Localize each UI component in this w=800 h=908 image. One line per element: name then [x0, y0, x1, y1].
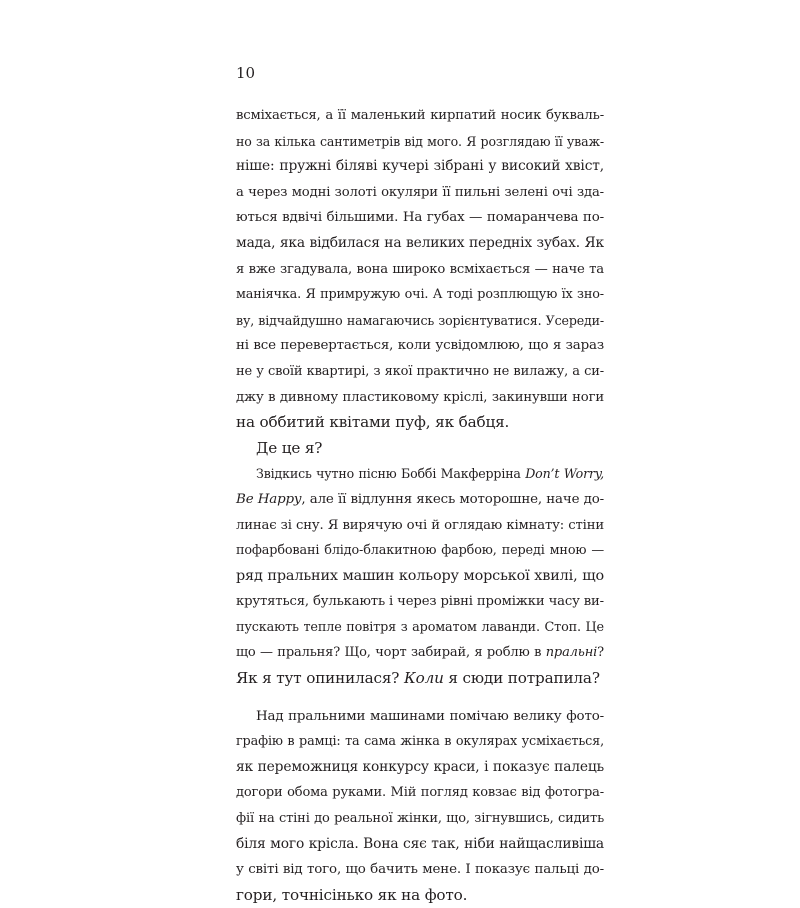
text-line: линає зі сну. Я вирячую очі й оглядаю кімнату: стіни — [236, 517, 604, 533]
text-line: ються вдвічі більшими. На губах — помаранчева по- — [236, 210, 604, 226]
text-line: догори обома руками. Мій погляд ковзає від фотогра- — [236, 785, 604, 801]
text-line: біля мого крісла. Вона сяє так, ніби найщасливіша — [236, 835, 604, 852]
body-text — [236, 103, 604, 908]
text-line: графію в рамці: та сама жінка в окулярах усміхається, — [236, 734, 604, 750]
text-line: фії на стіні до реальної жінки, що, зігнувшись, сидить — [236, 811, 604, 827]
italic-word: пральні — [545, 645, 598, 661]
text-line: гори, точнісінько як на фото. — [236, 885, 468, 904]
text-line: а через модні золоті окуляри її пильні зелені очі зда- — [236, 184, 604, 200]
text-line: но за кілька сантиметрів від мого. Я розглядаю її уваж- — [236, 133, 604, 149]
paragraph-gap — [236, 692, 604, 704]
text-line: ву, відчайдушно намагаючись зорієнтуватися. Усереди- — [236, 312, 604, 328]
text-line: пускають тепле повітря з ароматом лаванди. Стоп. Це — [236, 619, 604, 635]
text-line: крутяться, булькають і через рівні проміжки часу ви- — [236, 594, 604, 610]
text-line: Над пральними машинами помічаю велику фото- — [256, 708, 604, 724]
song-title-italic: Be Happy — [236, 491, 302, 507]
text-line: джу в дивному пластиковому кріслі, закинувши ноги — [236, 389, 604, 405]
text-line: мада, яка відбилася на великих передніх зубах. Як — [236, 234, 604, 251]
text-line: ряд пральних машин кольору морської хвилі, що — [236, 567, 604, 584]
text-line: як переможниця конкурсу краси, і показує палець — [236, 758, 604, 775]
text-line: на оббитий квітами пуф, як бабця. — [236, 413, 510, 432]
text-line: всміхається, а її маленький кирпатий носик букваль- — [236, 108, 604, 123]
text-line: Де це я? — [256, 438, 323, 457]
italic-word: Коли — [403, 669, 444, 688]
text-line: ніше: пружні біляві кучері зібрані у високий хвіст, — [236, 158, 604, 175]
text-line: Як я тут опинилася? Коли я сюди потрапила? — [236, 669, 600, 688]
text-line: пофарбовані блідо-блакитною фарбою, переді мною — — [236, 543, 604, 559]
text-line: Звідкись чутно пісню Боббі Макферріна Don’t Worry, — [256, 466, 604, 482]
text-line: у світі від того, що бачить мене. І показує пальці до- — [236, 862, 604, 878]
song-title-italic: Don’t Worry, — [525, 466, 604, 482]
page-number: 10 — [236, 64, 256, 82]
text-line: Be Happy, але її відлуння якесь моторошне, наче до- — [236, 491, 604, 507]
text-line: я вже згадувала, вона широко всміхається — наче та — [236, 261, 604, 277]
text-line: не у своїй квартирі, з якої практично не вилажу, а си- — [236, 363, 604, 379]
text-line: маніячка. Я примружую очі. А тоді розплющую їх зно- — [236, 287, 604, 303]
text-line: ні все перевертається, коли усвідомлюю, що я зараз — [236, 338, 604, 354]
text-line: що — пральня? Що, чорт забирай, я роблю в пральні? — [236, 645, 604, 661]
